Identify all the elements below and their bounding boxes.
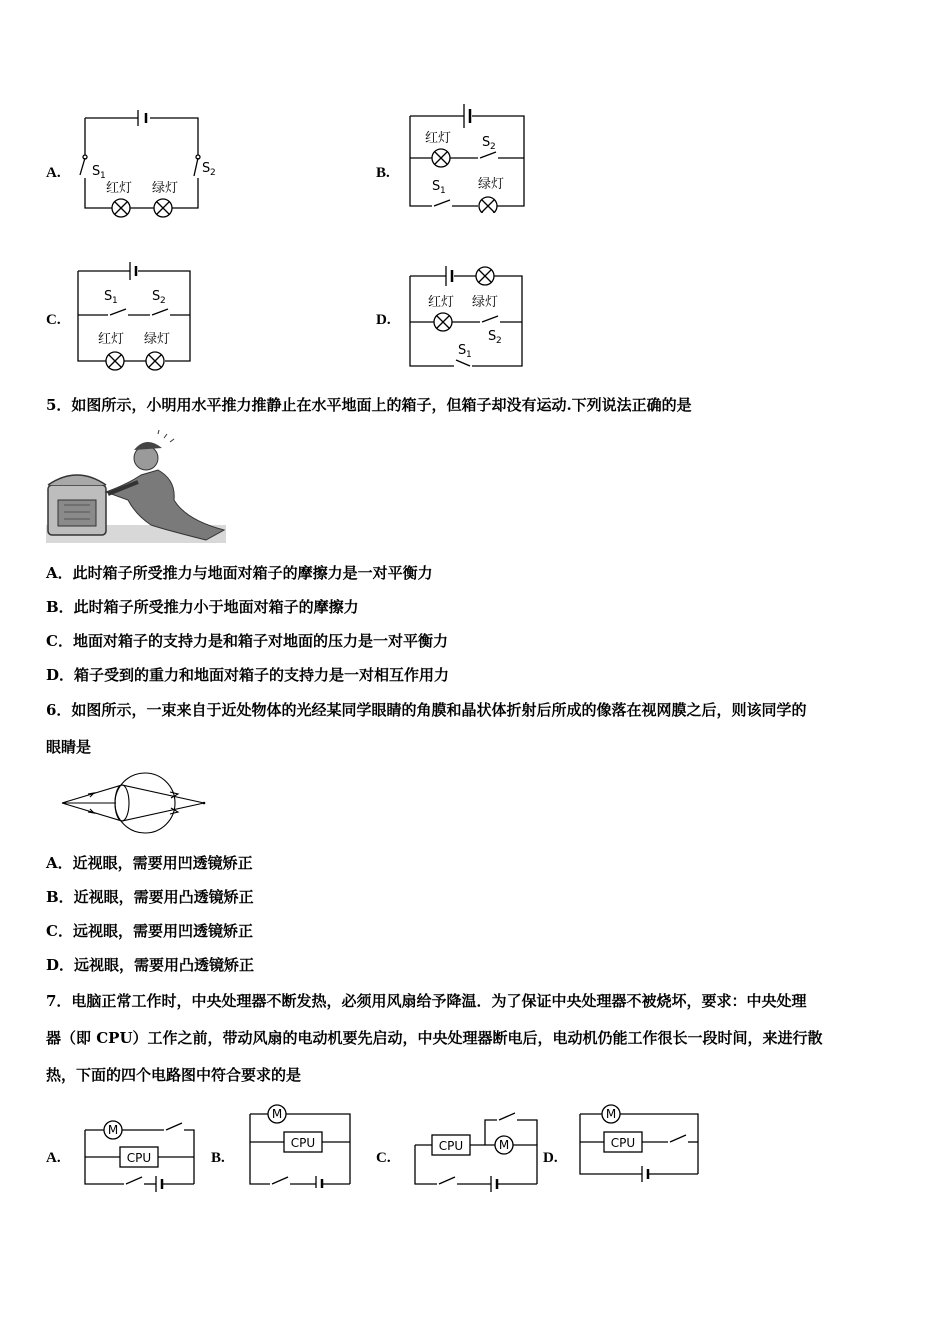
svg-text:1: 1 xyxy=(466,350,472,360)
q6-option-b[interactable]: B．近视眼，需要用凸透镜矫正 xyxy=(46,888,254,906)
q6-option-d[interactable]: D．远视眼，需要用凸透镜矫正 xyxy=(46,956,255,974)
svg-text:红灯: 红灯 xyxy=(428,295,455,310)
svg-text:2: 2 xyxy=(490,142,496,152)
q4-circuit-d xyxy=(400,260,535,375)
svg-text:CPU: CPU xyxy=(290,1136,316,1150)
svg-text:CPU: CPU xyxy=(126,1151,152,1165)
svg-text:绿灯: 绿灯 xyxy=(478,177,505,192)
svg-text:S: S xyxy=(488,329,497,344)
svg-text:红灯: 红灯 xyxy=(98,332,125,347)
q7-circuit-b xyxy=(240,1100,360,1188)
svg-text:S: S xyxy=(202,161,211,176)
q5-option-b[interactable]: B．此时箱子所受推力小于地面对箱子的摩擦力 xyxy=(46,598,359,616)
q4-option-b-label[interactable]: B. xyxy=(376,165,390,181)
q7-question-line1: 7．电脑正常工作时，中央处理器不断发热，必须用风扇给予降温．为了保证中央处理器不被烧坏，要求：中央处理 xyxy=(46,992,807,1010)
q4-option-a-label[interactable]: A. xyxy=(46,165,61,181)
q6-question-line2: 眼睛是 xyxy=(46,738,92,756)
svg-text:绿灯: 绿灯 xyxy=(472,295,499,310)
q4-circuit-a xyxy=(70,100,230,225)
q7-option-b-label[interactable]: B. xyxy=(211,1150,225,1166)
q5-option-d[interactable]: D．箱子受到的重力和地面对箱子的支持力是一对相互作用力 xyxy=(46,666,450,684)
svg-text:红灯: 红灯 xyxy=(425,131,452,146)
svg-text:1: 1 xyxy=(440,186,446,196)
q6-question-line1: 6．如图所示，一束来自于近处物体的光经某同学眼睛的角膜和晶状体折射后所成的像落在视网膜之后，则该同学的 xyxy=(46,701,807,719)
svg-text:M: M xyxy=(498,1138,510,1152)
q6-option-c[interactable]: C．远视眼，需要用凹透镜矫正 xyxy=(46,922,253,940)
q7-option-c-label[interactable]: C. xyxy=(376,1150,391,1166)
svg-text:2: 2 xyxy=(160,296,166,306)
svg-text:S: S xyxy=(104,289,113,304)
q5-option-c[interactable]: C．地面对箱子的支持力是和箱子对地面的压力是一对平衡力 xyxy=(46,632,448,650)
svg-text:1: 1 xyxy=(112,296,118,306)
q4-option-d-label[interactable]: D. xyxy=(376,312,391,328)
svg-text:2: 2 xyxy=(496,336,502,346)
svg-text:S: S xyxy=(432,179,441,194)
svg-text:S: S xyxy=(458,343,467,358)
svg-text:绿灯: 绿灯 xyxy=(144,332,171,347)
q5-boy-pushing-box-illustration xyxy=(46,430,226,543)
q5-question: 5．如图所示，小明用水平推力推静止在水平地面上的箱子，但箱子却没有运动.下列说法正确的是 xyxy=(46,396,692,414)
svg-text:M: M xyxy=(605,1107,617,1121)
q4-circuit-b xyxy=(400,98,540,213)
svg-text:1: 1 xyxy=(100,171,106,181)
q4-option-c-label[interactable]: C. xyxy=(46,312,61,328)
q5-option-a[interactable]: A．此时箱子所受推力与地面对箱子的摩擦力是一对平衡力 xyxy=(46,564,433,582)
q7-question-line2: 器（即 CPU）工作之前，带动风扇的电动机要先启动，中央处理器断电后，电动机仍能工作很长一段时间，来进行散 xyxy=(46,1029,823,1047)
q7-circuit-a xyxy=(80,1112,200,1192)
svg-text:M: M xyxy=(271,1107,283,1121)
q6-eye-diagram xyxy=(58,770,208,836)
svg-text:绿灯: 绿灯 xyxy=(152,181,179,196)
svg-text:S: S xyxy=(482,135,491,150)
svg-text:S: S xyxy=(92,164,101,179)
q4-circuit-c xyxy=(70,258,200,376)
svg-text:M: M xyxy=(107,1123,119,1137)
q7-option-d-label[interactable]: D. xyxy=(543,1150,558,1166)
q7-circuit-c xyxy=(405,1100,545,1195)
svg-text:2: 2 xyxy=(210,168,216,178)
svg-text:CPU: CPU xyxy=(610,1136,636,1150)
q7-option-a-label[interactable]: A. xyxy=(46,1150,61,1166)
svg-text:红灯: 红灯 xyxy=(106,181,133,196)
svg-text:S: S xyxy=(152,289,161,304)
q7-circuit-d xyxy=(572,1100,707,1190)
q7-question-line3: 热，下面的四个电路图中符合要求的是 xyxy=(46,1066,302,1084)
q6-option-a[interactable]: A．近视眼，需要用凹透镜矫正 xyxy=(46,854,253,872)
svg-text:CPU: CPU xyxy=(438,1139,464,1153)
